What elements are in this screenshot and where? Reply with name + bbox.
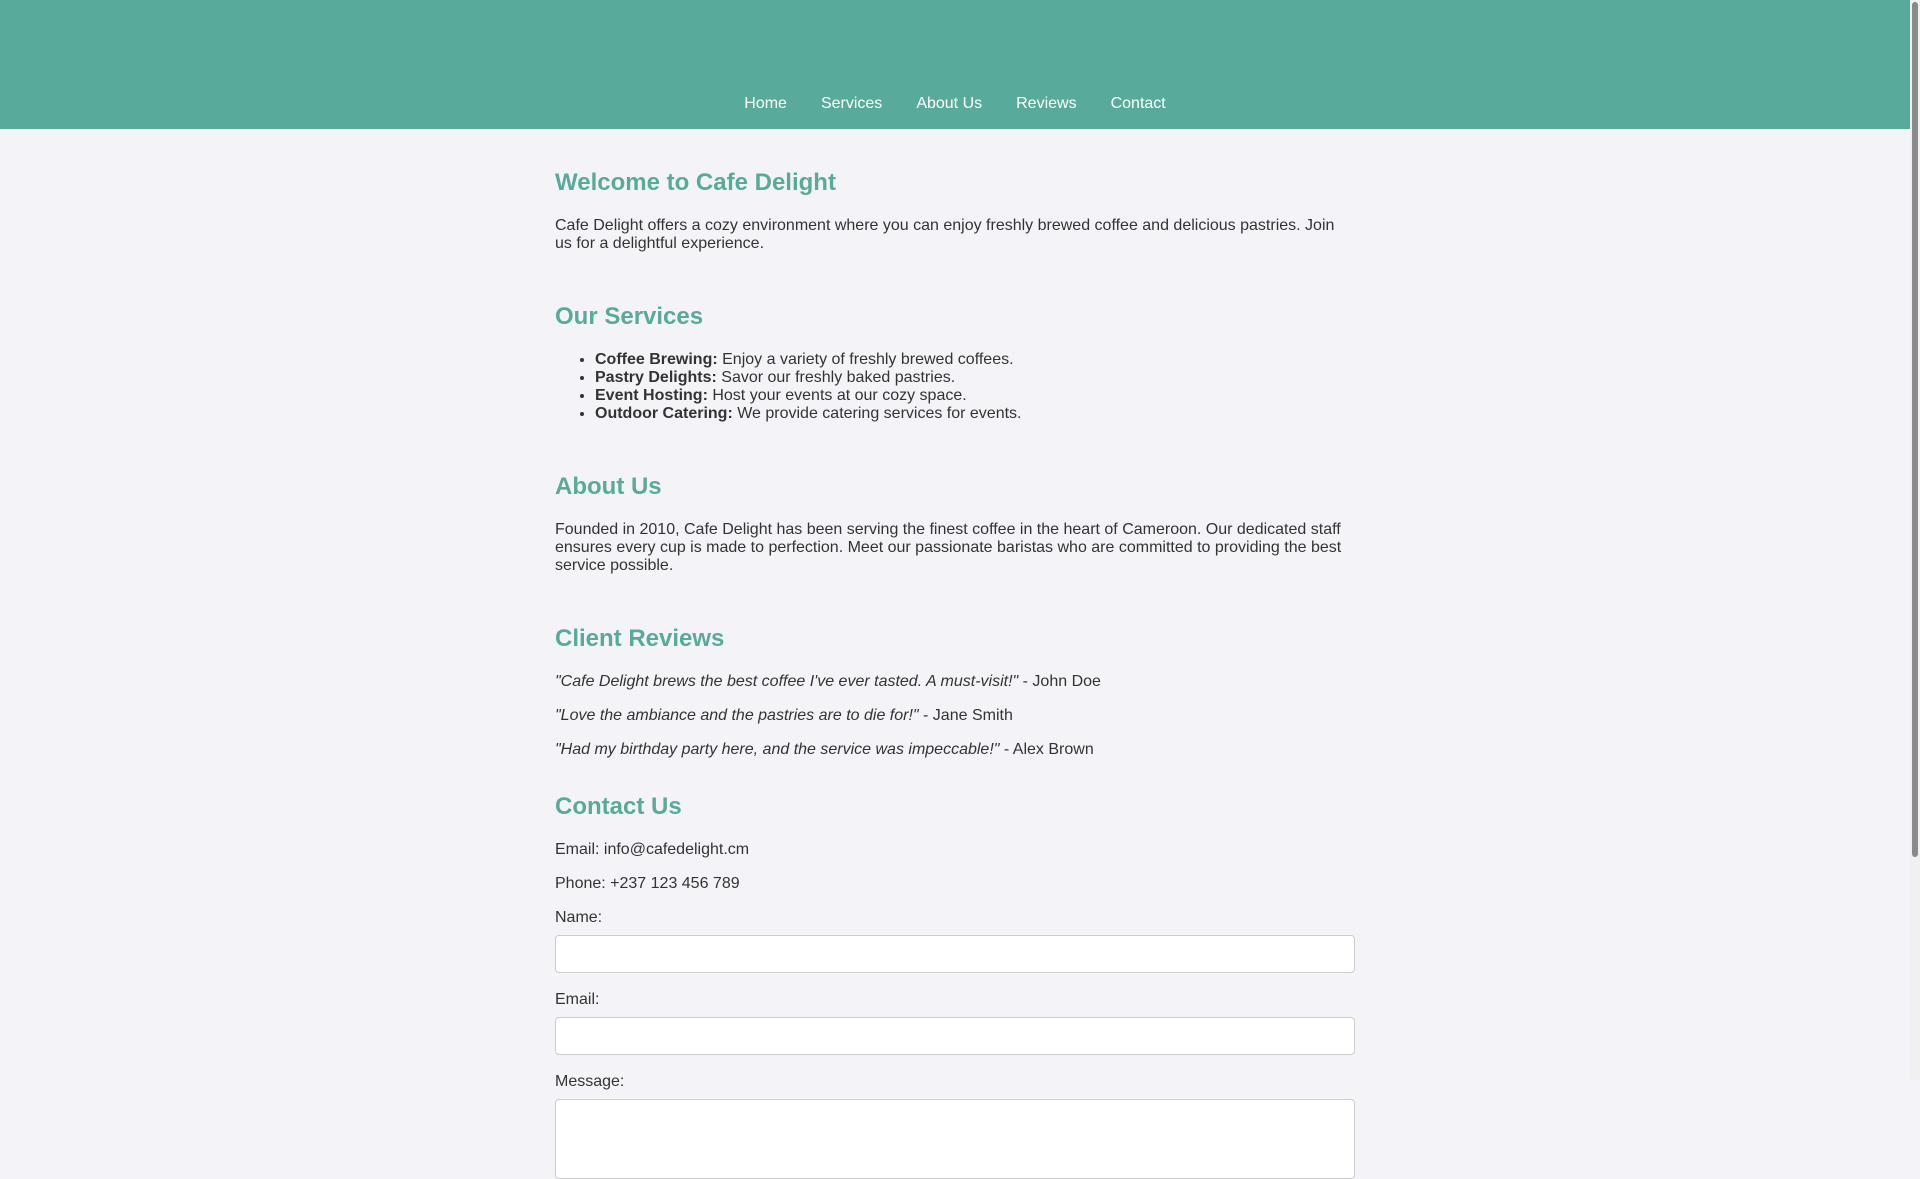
services-title: Our Services (555, 303, 704, 330)
review-item (555, 707, 1355, 725)
email-label: Email: (555, 991, 600, 1008)
main-nav (0, 94, 1910, 114)
welcome-text: Cafe Delight offers a cozy environment where you can enjoy freshly brewed coffee and delicious pastries. Join us for a delightful experience. (555, 217, 1335, 252)
nav-services[interactable]: Services (820, 95, 883, 112)
contact-form (555, 909, 1355, 1179)
review-author: - Alex Brown (1003, 741, 1094, 758)
reviews-title: Client Reviews (555, 625, 725, 652)
service-desc: We provide catering services for events. (737, 405, 1022, 422)
contact-phone: Phone: +237 123 456 789 (555, 875, 740, 892)
services-list (555, 351, 1355, 423)
message-textarea[interactable] (555, 1099, 1355, 1179)
review-author: - John Doe (1022, 673, 1101, 690)
scrollbar-thumb[interactable] (1912, 2, 1918, 857)
service-item (595, 405, 1355, 423)
review-quote: "Love the ambiance and the pastries are to die for!" (555, 707, 919, 724)
service-desc: Enjoy a variety of freshly brewed coffees. (722, 351, 1014, 368)
site-header (0, 0, 1910, 129)
message-label: Message: (555, 1073, 625, 1090)
service-name: Event Hosting: (595, 387, 708, 404)
service-item (595, 387, 1355, 405)
service-name: Pastry Delights: (595, 369, 717, 386)
page-scrollbar[interactable] (1910, 0, 1920, 1080)
name-input[interactable] (555, 935, 1355, 973)
about-section (555, 473, 1355, 575)
nav-about-us[interactable]: About Us (916, 95, 983, 112)
service-desc: Savor our freshly baked pastries. (721, 369, 956, 386)
review-author: - Jane Smith (923, 707, 1013, 724)
contact-email: Email: info@cafedelight.cm (555, 841, 750, 858)
name-label: Name: (555, 909, 603, 926)
review-item (555, 673, 1355, 691)
about-title: About Us (555, 473, 662, 500)
service-name: Outdoor Catering: (595, 405, 733, 422)
services-section (555, 303, 1355, 423)
contact-section (555, 793, 1355, 1179)
service-name: Coffee Brewing: (595, 351, 718, 368)
nav-home[interactable]: Home (744, 95, 787, 112)
review-item (555, 741, 1355, 759)
service-item (595, 369, 1355, 387)
welcome-section (555, 169, 1355, 253)
welcome-title: Welcome to Cafe Delight (555, 169, 836, 196)
service-desc: Host your events at our cozy space. (712, 387, 967, 404)
contact-title: Contact Us (555, 793, 682, 820)
service-item (595, 351, 1355, 369)
review-quote: "Had my birthday party here, and the service was impeccable!" (555, 741, 1000, 758)
reviews-section (555, 625, 1355, 759)
nav-contact[interactable]: Contact (1110, 95, 1166, 112)
review-quote: "Cafe Delight brews the best coffee I've ever tasted. A must-visit!" (555, 673, 1019, 690)
email-input[interactable] (555, 1017, 1355, 1055)
about-text: Founded in 2010, Cafe Delight has been serving the finest coffee in the heart of Cameroon. Our dedicated staff ensures every cup is made to perfection. Meet our passionate baristas who are committed to providing the best service possible. (555, 521, 1342, 574)
main-content (555, 129, 1355, 1179)
nav-reviews[interactable]: Reviews (1016, 95, 1077, 112)
